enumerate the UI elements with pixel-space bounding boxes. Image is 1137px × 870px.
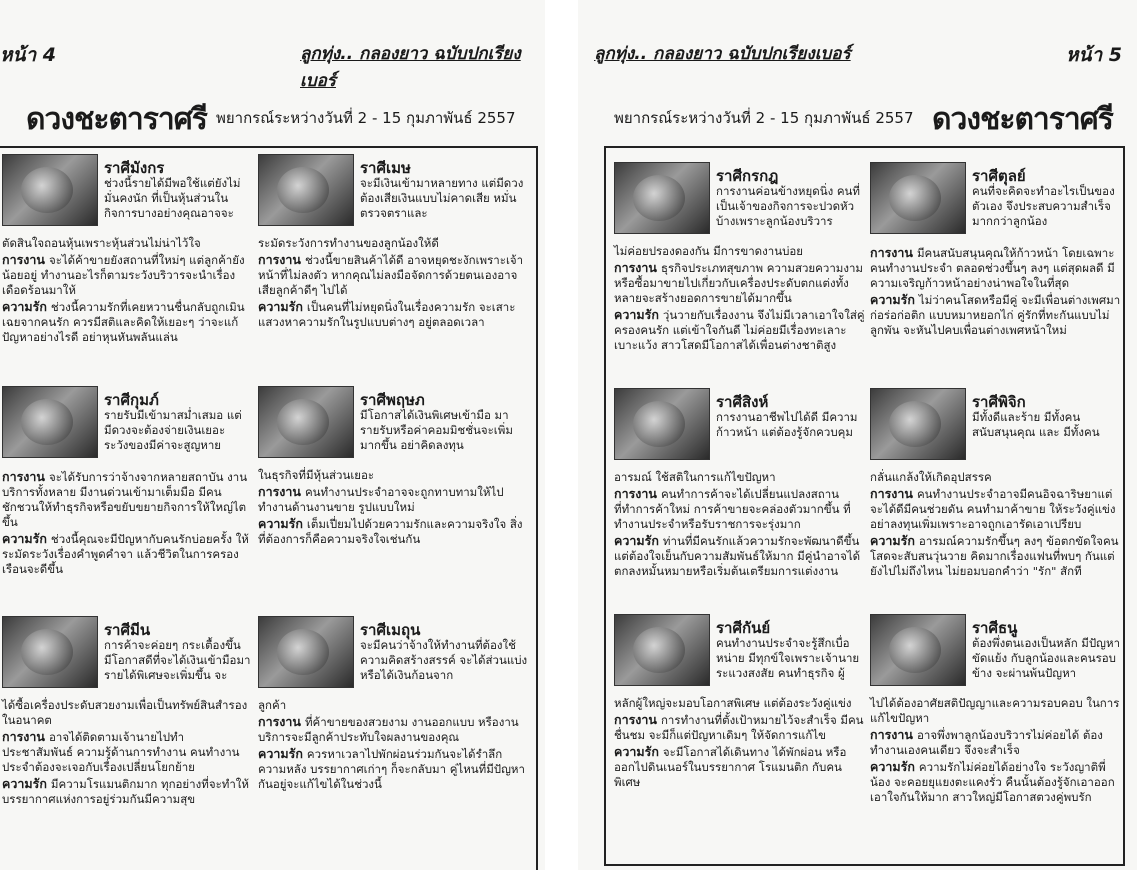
love-paragraph xyxy=(2,299,252,345)
sign-intro-cont: กลั่นแกล้งให้เกิดอุปสรรค xyxy=(870,470,992,484)
sign-intro-cont: ลูกค้า xyxy=(258,698,287,712)
love-text: เป็นคนที่ไม่หยุดนิ่งในเรื่องความรัก จะเสาะแสวงหาความรักในรูปแบบต่างๆ อยู่ตลอดเวลา xyxy=(258,300,516,329)
work-text: การทำงานที่ตั้งเป้าหมายไว้จะสำเร็จ มีคนชื่นชม จะมีก็แต่ปัญหาเดิมๆ ให้จัดการแก้ไข xyxy=(614,713,864,742)
page-number: หน้า 5 xyxy=(1066,44,1123,66)
love-text: ไม่ว่าคนโสดหรือมีคู่ จะมีเพื่อนต่างเพศมาก่อร่อก่อติก แบบหมาหยอกไก่ คู่รักที่ทะกันแบบไม่ลูกพัน จะหันไปคบเพื่อนต่างเพศหน้าใหม่ xyxy=(870,293,1121,337)
sign-intro: การงานอาชีพไปได้ดี มีความก้าวหน้า แต่ต้องรู้จักควบคุม xyxy=(716,410,858,439)
sign-name: ราศีตุลย์ xyxy=(972,167,1026,185)
love-paragraph xyxy=(258,746,530,792)
sign-intro: ต้องพึ่งตนเองเป็นหลัก มีปัญหาขัดแย้ง กับลูกน้องและคนรอบข้าง จะผ่านพ้นปัญหา xyxy=(972,636,1121,680)
work-paragraph xyxy=(258,252,530,298)
sign-intro: คนที่จะคิดจะทำอะไรเป็นของตัวเอง จึงประสบความสำเร็จ มากกว่าลูกน้อง xyxy=(972,184,1115,228)
sign-scorpio xyxy=(870,388,1122,612)
love-label: ความรัก xyxy=(258,516,303,531)
horoscope-box xyxy=(0,146,538,870)
publication-name: ลูกทุ่ง.. กลองยาว ฉบับปกเรียงเบอร์ xyxy=(594,44,851,64)
sign-name: ราศีสิงห์ xyxy=(716,393,769,411)
sign-gemini xyxy=(258,616,530,868)
sign-name: ราศีมังกร xyxy=(104,159,165,177)
love-label: ความรัก xyxy=(614,533,659,548)
zodiac-illustration xyxy=(614,162,710,234)
work-text: ธุรกิจประเภทสุขภาพ ความสวยความงาม หรือซื้อมาขายไปเกี่ยวกับเครื่องประดับตกแต่งทั้งหลายจะสร้างยอดการขายได้มากขึ้น xyxy=(614,261,864,305)
section-title: ดวงชะตาราศรี xyxy=(932,102,1113,137)
sign-name: ราศีเมถุน xyxy=(360,621,421,639)
zodiac-illustration xyxy=(2,154,98,226)
love-paragraph xyxy=(614,533,866,579)
work-paragraph xyxy=(614,486,866,532)
forecast-period: พยากรณ์ระหว่างวันที่ 2 - 15 กุมภาพันธ์ 2557 xyxy=(614,109,914,127)
zodiac-illustration xyxy=(614,614,710,686)
work-paragraph xyxy=(614,260,866,306)
sign-body xyxy=(2,468,252,578)
work-label: การงาน xyxy=(2,469,45,484)
work-paragraph xyxy=(870,245,1122,291)
work-text: คนทำงานประจำอาจจะถูกทาบทามให้ไปทำงานด้านงานขาย รูปแบบใหม่ xyxy=(258,485,504,514)
sign-body xyxy=(258,468,530,548)
sign-body xyxy=(2,236,252,346)
work-text: คนทำการค้าจะได้เปลี่ยนแปลงสถานที่ทำการค้าใหม่ การค้าขายจะคล่องตัวมากขึ้น ที่ทำงานประจำหรือรับราชการจะรุ่งมาก xyxy=(614,487,851,531)
sign-intro: ช่วงนี้รายได้มีพอใช้แต่ยังไม่มั่นคงนัก ที่เป็นหุ้นส่วนในกิจการบางอย่างคุณอาจจะ xyxy=(104,176,241,220)
left-page xyxy=(0,0,545,870)
sign-virgo xyxy=(614,614,866,862)
sign-name: ราศีเมษ xyxy=(360,159,411,177)
zodiac-illustration xyxy=(614,388,710,460)
work-text: อาจได้ติดตามเจ้านายไปทำประชาสัมพันธ์ ความรู้ด้านการทำงาน คนทำงานประจำต้องจะเจอกับเรื่องเปลี่ยนโยกย้าย xyxy=(2,730,240,774)
love-paragraph xyxy=(2,776,252,807)
work-label: การงาน xyxy=(258,252,301,267)
love-label: ความรัก xyxy=(614,744,659,759)
love-paragraph xyxy=(870,292,1122,338)
sign-intro-cont: ไปได้ต้องอาศัยสติปัญญาและความรอบคอบ ในการแก้ไขปัญหา xyxy=(870,696,1120,725)
sign-intro-cont: ไม่ค่อยปรองดองกัน มีการขาดงานบ่อย xyxy=(614,244,804,258)
love-label: ความรัก xyxy=(870,292,915,307)
work-text: จะได้รับการว่าจ้างจากหลายสถาบัน งานบริการทั้งหลาย มีงานด่วนเข้ามาเต็มมือ มีคนชักชวนให้ทำธุรกิจหรือขยับขยายกิจการให้ใหญ่ไตขึ้น xyxy=(2,470,248,529)
love-label: ความรัก xyxy=(870,759,915,774)
sign-body xyxy=(870,470,1122,580)
sign-intro-cont: ระมัดระวังการทำงานของลูกน้องให้ดี xyxy=(258,236,439,250)
sign-body xyxy=(614,696,866,791)
sign-intro-cont: ได้ซื้อเครื่องประดับสวยงามเพื่อเป็นทรัพย์สินสำรองในอนาคต xyxy=(2,698,248,727)
sign-aries xyxy=(258,154,530,384)
love-text: ช่วงนี้ความรักที่เคยหวานชื่นกลับถูกเมินเฉยจากคนรัก ควรมีสติและคิดให้เยอะๆ ว่าจะแก้ปัญหาอย่างไรดี อย่าหุนหันพลันแล่น xyxy=(2,300,245,344)
zodiac-illustration xyxy=(2,616,98,688)
sign-name: ราศีกันย์ xyxy=(716,619,771,637)
work-paragraph xyxy=(614,712,866,743)
section-title: ดวงชะตาราศรี xyxy=(26,102,207,137)
love-paragraph xyxy=(258,299,530,330)
sign-taurus xyxy=(258,386,530,614)
work-text: ช่วงนี้ขายสินค้าได้ดี อาจหยุดชะงักเพราะเจ้าหน้าที่ไม่ลงตัว หากคุณไม่ลงมือจัดการด้วยตนเองอาจเสียลูกค้าดีๆ ไปได้ xyxy=(258,253,524,297)
love-paragraph xyxy=(870,759,1122,805)
love-label: ความรัก xyxy=(2,531,47,546)
work-label: การงาน xyxy=(258,714,301,729)
forecast-period: พยากรณ์ระหว่างวันที่ 2 - 15 กุมภาพันธ์ 2557 xyxy=(216,109,516,127)
work-label: การงาน xyxy=(614,712,657,727)
zodiac-illustration xyxy=(870,614,966,686)
sign-body xyxy=(2,698,252,808)
sign-name: ราศีมีน xyxy=(104,621,151,639)
work-paragraph xyxy=(2,252,252,298)
sign-intro: การงานค่อนข้างหยุดนิ่ง คนที่เป็นเจ้าของกิจการจะปวดหัวบ้างเพราะลูกน้องบริวาร xyxy=(716,184,860,228)
sign-body xyxy=(614,244,866,354)
love-paragraph xyxy=(2,531,252,577)
love-text: วุ่นวายกับเรื่องงาน จึงไม่มีเวลาเอาใจใส่คู่ครองคนรัก แต่เข้าใจกันดี ไม่ค่อยมีเรื่องทะเลาะเบาะแว้ง สาวโสดมีโอกาสได้เพื่อนต่างชาติสูง xyxy=(614,308,865,352)
love-text: ท่านที่มีคนรักแล้วความรักจะพัฒนาดีขึ้น แต่ต้องใจเย็นกับความสัมพันธ์ให้มาก มีคู่นำอาจได้ตกลงหมั้นหมายหรือเริ่มต้นเตรียมการแต่งงาน xyxy=(614,534,861,578)
sign-intro: การค้าจะค่อยๆ กระเตื้องขึ้น มีโอกาสดีที่จะได้เงินเข้ามือมา รายได้พิเศษจะเพิ่มขึ้น จะ xyxy=(104,638,251,682)
love-text: ช่วงนี้คุณจะมีปัญหากับคนรักบ่อยครั้ง ให้ระมัดระวังเรื่องคำพูดคำจา แล้วชีวิตในการครองเรือนจะดีขึ้น xyxy=(2,532,249,576)
sign-name: ราศีธนู xyxy=(972,619,1018,637)
page-number: หน้า 4 xyxy=(0,44,57,66)
work-label: การงาน xyxy=(870,245,913,260)
sign-intro-cont: อารมณ์ ใช้สติในการแก้ไขปัญหา xyxy=(614,470,776,484)
sign-pisces xyxy=(2,616,252,868)
work-text: ที่ค้าขายของสวยงาม งานออกแบบ หรืองานบริการจะมีลูกค้าประทับใจผลงานของคุณ xyxy=(258,715,519,744)
love-paragraph xyxy=(258,516,530,547)
sign-cancer xyxy=(614,162,866,402)
love-text: เต็มเปี่ยมไปด้วยความรักและความจริงใจ สิ่งที่ต้องการก็คือความจริงใจเช่นกัน xyxy=(258,517,523,546)
love-paragraph xyxy=(870,533,1122,579)
zodiac-illustration xyxy=(258,616,354,688)
right-page xyxy=(578,0,1137,870)
work-label: การงาน xyxy=(870,486,913,501)
sign-name: ราศีพิจิก xyxy=(972,393,1026,411)
work-paragraph xyxy=(2,469,252,530)
sign-intro-cont: หลักผู้ใหญ่จะมอบโอกาสพิเศษ แต่ต้องระวังคู่แข่ง xyxy=(614,696,852,710)
sign-intro: จะมีคนว่าจ้างให้ทำงานที่ต้องใช้ความคิดสร้างสรรค์ จะได้ส่วนแบ่งหรือได้เงินก้อนจาก xyxy=(360,638,528,682)
love-label: ความรัก xyxy=(258,299,303,314)
sign-intro: มีทั้งดีและร้าย มีทั้งคนสนับสนุนคุณ และ มีทั้งคน xyxy=(972,410,1100,439)
sign-name: ราศีกรกฎ xyxy=(716,167,779,185)
sign-leo xyxy=(614,388,866,612)
zodiac-illustration xyxy=(870,162,966,234)
love-paragraph xyxy=(614,744,866,790)
work-paragraph xyxy=(2,729,252,775)
sign-capricorn xyxy=(2,154,252,384)
work-label: การงาน xyxy=(2,252,45,267)
love-paragraph xyxy=(614,307,866,353)
love-label: ความรัก xyxy=(870,533,915,548)
sign-body xyxy=(258,236,530,331)
love-label: ความรัก xyxy=(2,299,47,314)
sign-intro-cont: ในธุรกิจที่มีหุ้นส่วนเยอะ xyxy=(258,468,375,482)
sign-aquarius xyxy=(2,386,252,614)
love-text: ความรักไม่ค่อยได้อย่างใจ ระวังญาติพี่น้อง จะคอยยุแยงตะแคงรั่ว คืนนั้นต้องรู้จักเอาออกเอาใจกันให้มาก สาวใหญ่มีโอกาสตวงคู่พบรัก xyxy=(870,760,1115,804)
sign-body xyxy=(870,244,1122,339)
sign-intro: คนทำงานประจำจะรู้สึกเบื่อหน่าย มีทุกข์ใจเพราะเจ้านายระแวงสงสัย คนทำธุรกิจ ผู้ xyxy=(716,636,860,680)
work-label: การงาน xyxy=(614,486,657,501)
zodiac-illustration xyxy=(870,388,966,460)
work-text: จะได้ค้าขายยังสถานที่ใหม่ๆ แต่ลูกค้ายังน้อยอยู่ ทำงานอะไรก็ตามระวังบริวารจะนำเรื่องเดือดร้อนมาให้ xyxy=(2,253,245,297)
love-text: ควรหาเวลาไปพักผ่อนร่วมกันจะได้รำลึกความหลัง บรรยากาศเก่าๆ ก็จะกลับมา คู่ไหนที่มีปัญหากันอยู่จะแก้ไขได้ในช่วงนี้ xyxy=(258,747,525,791)
sign-name: ราศีพฤษภ xyxy=(360,391,425,409)
work-label: การงาน xyxy=(2,729,45,744)
work-text: อาจพึ่งพาลูกน้องบริวารไม่ค่อยได้ ต้องทำงานเองคนเดียว จึงจะสำเร็จ xyxy=(870,728,1103,757)
work-text: คนทำงานประจำอาจมีคนอิจฉาริษยาแต่จะได้ดีมีคนช่วยดัน คนทำมาค้าขาย ให้ระวังคู่แข่ง อย่าลงทุนเพิ่มเพราะอาจถูกเอารัดเอาเปรียบ xyxy=(870,487,1116,531)
zodiac-illustration xyxy=(2,386,98,458)
love-label: ความรัก xyxy=(614,307,659,322)
love-label: ความรัก xyxy=(2,776,47,791)
sign-body xyxy=(870,696,1122,806)
work-text: มีคนสนับสนุนคุณให้ก้าวหน้า โดยเฉพาะคนทำงานประจำ ตลอดช่วงขึ้นๆ ลงๆ แต่สุดผลดี มีความเจริญก้าวหน้าอย่างน่าพอใจในที่สุด xyxy=(870,246,1115,290)
sign-body xyxy=(258,698,530,793)
horoscope-box xyxy=(604,146,1125,866)
work-label: การงาน xyxy=(870,727,913,742)
zodiac-illustration xyxy=(258,386,354,458)
sign-body xyxy=(614,470,866,580)
sign-intro-cont: ตัดสินใจถอนหุ้นเพราะหุ้นส่วนไม่น่าไว้ใจ xyxy=(2,236,201,250)
love-text: อารมณ์ความรักขึ้นๆ ลงๆ ข้อตกขัดใจคนโสดจะสับสนวุ่นวาย คิดมากเรื่องแฟนที่พบๆ กันแต่ยังไปไม่ถึงไหน ไม่ยอมบอกคำว่า "รัก" สักที xyxy=(870,534,1119,578)
sign-sagittarius xyxy=(870,614,1122,862)
sign-intro: มีโอกาสได้เงินพิเศษเข้ามือ มา รายรับหรือค่าคอมมิชชั่นจะเพิ่มมากขึ้น อย่าคิดลงทุน xyxy=(360,408,513,452)
sign-intro: รายรับมีเข้ามาสม่ำเสมอ แต่มีดวงจะต้องจ่ายเงินเยอะ ระวังของมีค่าจะสูญหาย xyxy=(104,408,242,452)
work-paragraph xyxy=(870,727,1122,758)
sign-libra xyxy=(870,162,1122,402)
zodiac-illustration xyxy=(258,154,354,226)
publication-name: ลูกทุ่ง.. กลองยาว ฉบับปกเรียงเบอร์ xyxy=(300,44,521,91)
love-text: จะมีโอกาสได้เดินทาง ได้พักผ่อน หรือออกไปดินเนอร์ในบรรยากาศ โรแมนติก กับคนพิเศษ xyxy=(614,745,847,789)
sign-name: ราศีกุมภ์ xyxy=(104,391,159,409)
work-paragraph xyxy=(258,714,530,745)
sign-intro: จะมีเงินเข้ามาหลายทาง แต่มีดวงต้องเสียเงินแบบไม่คาดเสีย หมั่นตรวจตราและ xyxy=(360,176,524,220)
love-label: ความรัก xyxy=(258,746,303,761)
work-label: การงาน xyxy=(614,260,657,275)
work-label: การงาน xyxy=(258,484,301,499)
work-paragraph xyxy=(870,486,1122,532)
love-text: มีความโรแมนติกมาก ทุกอย่างที่จะทำให้บรรยากาศแห่งการอยู่ร่วมกันมีความสุข xyxy=(2,777,249,806)
work-paragraph xyxy=(258,484,530,515)
